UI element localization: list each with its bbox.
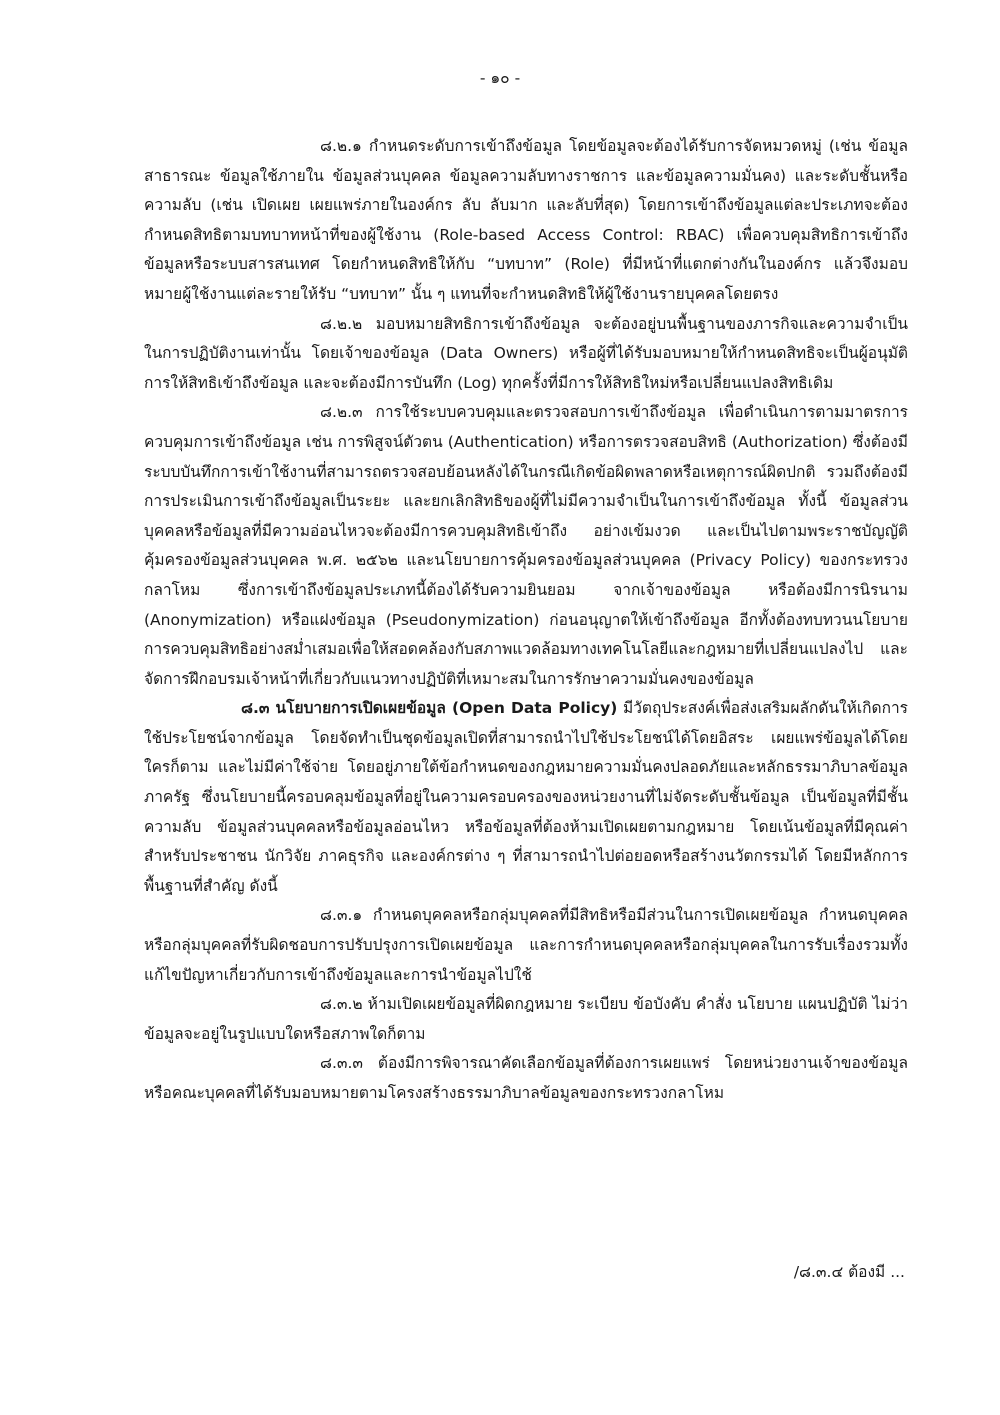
section-body-8-3: มีวัตถุประสงค์เพื่อส่งเสริมผลักดันให้เกิดการใช้ประโยชน์จากข้อมูล โดยจัดทำเป็นชุดข้อมูลเปิดที่สามารถนำไปใช้ประโยชน์ได้โดยอิสระ เผยแพร่ข้อมูลได้โดยใครก็ตาม และไม่มีค่าใช้จ่าย โดยอยู่ภายใต้ข้อกำหนดของกฎหมายความมั่นคงปลอดภัยและหลักธรรมาภิบาลข้อมูลภาครัฐ ซึ่งนโยบายนี้ครอบคลุมข้อมูลที่อยู่ในความครอบครองของหน่วยงานที่ไม่จัดระดับชั้นข้อมูล เป็นข้อมูลที่มีชั้นความลับ ข้อมูลส่วนบุคคลหรือข้อมูลอ่อนไหว หรือข้อมูลที่ต้องห้ามเปิดเผยตามกฎหมาย โดยเน้นข้อมูลที่มีคุณค่าสำหรับประชาชน นักวิจัย ภาคธุรกิจ และองค์กรต่าง ๆ ที่สามารถนำไปต่อยอดหรือสร้างนวัตกรรมได้ โดยมีหลักการพื้นฐานที่สำคัญ ดังนี้ [144, 699, 908, 895]
document-body [144, 132, 908, 1109]
paragraph-8-2-2: ๘.๒.๒ มอบหมายสิทธิการเข้าถึงข้อมูล จะต้องอยู่บนพื้นฐานของภารกิจและความจำเป็นในการปฏิบัติงานเท่านั้น โดยเจ้าของข้อมูล (Data Owners) หรือผู้ที่ได้รับมอบหมายให้กำหนดสิทธิจะเป็นผู้อนุมัติการให้สิทธิเข้าถึงข้อมูล และจะต้องมีการบันทึก (Log) ทุกครั้งที่มีการให้สิทธิใหม่หรือเปลี่ยนแปลงสิทธิเดิม [144, 314, 908, 392]
paragraph-8-3-3: ๘.๓.๓ ต้องมีการพิจารณาคัดเลือกข้อมูลที่ต้องการเผยแพร่ โดยหน่วยงานเจ้าของข้อมูลหรือคณะบุคคลที่ได้รับมอบหมายตามโครงสร้างธรรมาภิบาลข้อมูลของกระทรวงกลาโหม [144, 1054, 908, 1102]
paragraph-8-2-1: ๘.๒.๑ กำหนดระดับการเข้าถึงข้อมูล โดยข้อมูลจะต้องได้รับการจัดหมวดหมู่ (เช่น ข้อมูลสาธารณะ ข้อมูลใช้ภายใน ข้อมูลส่วนบุคคล ข้อมูลความลับทางราชการ และข้อมูลความมั่นคง) และระดับชั้นหรือความลับ (เช่น เปิดเผย เผยแพร่ภายในองค์กร ลับ ลับมาก และลับที่สุด) โดยการเข้าถึงข้อมูลแต่ละประเภทจะต้องกำหนดสิทธิตามบทบาทหน้าที่ของผู้ใช้งาน (Role-based Access Control: RBAC) เพื่อควบคุมสิทธิการเข้าถึงข้อมูลหรือระบบสารสนเทศ โดยกำหนดสิทธิให้กับ “บทบาท” (Role) ที่มีหน้าที่แตกต่างกันในองค์กร แล้วจึงมอบหมายผู้ใช้งานแต่ละรายให้รับ “บทบาท” นั้น ๆ แทนที่จะกำหนดสิทธิให้ผู้ใช้งานรายบุคคลโดยตรง [144, 137, 908, 303]
section-heading-8-3: ๘.๓ นโยบายการเปิดเผยข้อมูล (Open Data Policy) [241, 699, 618, 718]
paragraph-8-3-1: ๘.๓.๑ กำหนดบุคคลหรือกลุ่มบุคคลที่มีสิทธิหรือมีส่วนในการเปิดเผยข้อมูล กำหนดบุคคลหรือกลุ่มบุคคลที่รับผิดชอบการปรับปรุงการเปิดเผยข้อมูล และการกำหนดบุคคลหรือกลุ่มบุคคลในการรับเรื่องรวมทั้งแก้ไขปัญหาเกี่ยวกับการเข้าถึงข้อมูลและการนำข้อมูลไปใช้ [144, 906, 908, 984]
page-number: - ๑๐ - [479, 69, 521, 87]
continuation-reference: /๘.๓.๔ ต้องมี ... [793, 1263, 905, 1281]
paragraph-8-3 [144, 694, 908, 901]
paragraph-8-3-2: ๘.๓.๒ ห้ามเปิดเผยข้อมูลที่ผิดกฎหมาย ระเบียบ ข้อบังคับ คำสั่ง นโยบาย แผนปฏิบัติ ไม่ว่าข้อมูลจะอยู่ในรูปแบบใดหรือสภาพใดก็ตาม [144, 995, 908, 1043]
paragraph-8-2-3: ๘.๒.๓ การใช้ระบบควบคุมและตรวจสอบการเข้าถึงข้อมูล เพื่อดำเนินการตามมาตรการควบคุมการเข้าถึงข้อมูล เช่น การพิสูจน์ตัวตน (Authentication) หรือการตรวจสอบสิทธิ (Authorization) ซึ่งต้องมีระบบบันทึกการเข้าใช้งานที่สามารถตรวจสอบย้อนหลังได้ในกรณีเกิดข้อผิดพลาดหรือเหตุการณ์ผิดปกติ รวมถึงต้องมีการประเมินการเข้าถึงข้อมูลเป็นระยะ และยกเลิกสิทธิของผู้ที่ไม่มีความจำเป็นในการเข้าถึงข้อมูล ทั้งนี้ ข้อมูลส่วนบุคคลหรือข้อมูลที่มีความอ่อนไหวจะต้องมีการควบคุมสิทธิเข้าถึง อย่างเข้มงวด และเป็นไปตามพระราชบัญญัติคุ้มครองข้อมูลส่วนบุคคล พ.ศ. ๒๕๖๒ และนโยบายการคุ้มครองข้อมูลส่วนบุคคล (Privacy Policy) ของกระทรวงกลาโหม ซึ่งการเข้าถึงข้อมูลประเภทนี้ต้องได้รับความยินยอม จากเจ้าของข้อมูล หรือต้องมีการนิรนาม (Anonymization) หรือแฝงข้อมูล (Pseudonymization) ก่อนอนุญาตให้เข้าถึงข้อมูล อีกทั้งต้องทบทวนนโยบายการควบคุมสิทธิอย่างสม่ำเสมอเพื่อให้สอดคล้องกับสภาพแวดล้อมทางเทคโนโลยีและกฎหมายที่เปลี่ยนแปลงไป และจัดการฝึกอบรมเจ้าหน้าที่เกี่ยวกับแนวทางปฏิบัติที่เหมาะสมในการรักษาความมั่นคงของข้อมูล [144, 403, 908, 688]
